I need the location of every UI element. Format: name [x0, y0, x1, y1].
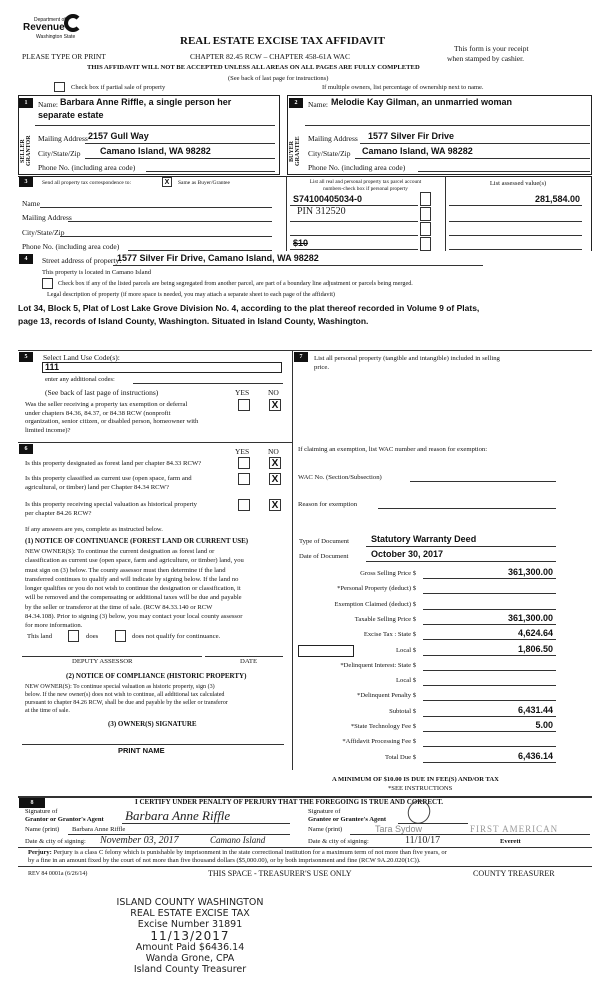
q-line: Is this property receiving special valuation as historical property — [25, 501, 197, 508]
reason-field[interactable] — [378, 508, 556, 509]
perjury-text: Perjury is a class C felony which is punishable by imprisonment in the state correctional institution for a maximum term of not more than five years, or — [53, 849, 447, 856]
wac-label: WAC No. (Section/Subsection) — [298, 474, 382, 481]
land-use-label: Select Land Use Code(s): — [43, 353, 120, 362]
exemption-yes-checkbox[interactable] — [238, 399, 250, 411]
assessed-value-header: List assessed value(s) — [489, 180, 547, 187]
does-checkbox[interactable] — [68, 630, 79, 642]
underline — [122, 823, 290, 824]
stamp-line: Excise Number 31891 — [137, 919, 243, 930]
buyer-city[interactable]: Camano Island, WA 98282 — [362, 146, 473, 156]
seller-city-label: City/State/Zip — [38, 149, 81, 158]
doc-type-label: Type of Document — [299, 538, 350, 545]
personal-property-checkbox[interactable] — [420, 207, 431, 221]
grantee-date-label: Date & city of signing: — [308, 838, 369, 845]
underline — [85, 143, 275, 144]
underline — [423, 670, 556, 671]
doc-date-label: Date of Document — [299, 553, 349, 560]
receipt-note-2: when stamped by cashier. — [447, 54, 525, 63]
text-line: transferred continues to qualify and will indicate by signing below. If the land no — [25, 575, 239, 583]
additional-codes-label: enter any additional codes: — [45, 376, 115, 383]
seller-mail-label: Mailing Address — [38, 134, 88, 143]
perjury-label: Perjury: — [28, 849, 52, 856]
tax-row-label: *Personal Property (deduct) $ — [337, 585, 416, 593]
same-as-buyer-label: Same as Buyer/Grantee — [178, 180, 230, 186]
chapter-ref: CHAPTER 82.45 RCW – CHAPTER 458-61A WAC — [190, 52, 350, 61]
text-line: price. — [314, 364, 330, 371]
stamp-date: 11/13/2017 — [150, 929, 230, 943]
exemption-no-checkbox[interactable]: X — [269, 399, 281, 411]
legal-description-1[interactable]: Lot 34, Block 5, Plat of Lost Lake Grove Division No. 4, according to the plat thereof recorded in Volume 9 of Plats, — [18, 303, 480, 313]
grantor-name-label: Name (print) — [25, 826, 60, 833]
grantee-date[interactable]: 11/10/17 — [405, 835, 441, 846]
form-title: REAL ESTATE EXCISE TAX AFFIDAVIT — [180, 35, 385, 47]
underline — [350, 834, 590, 835]
perjury-line: by a fine in an amount fixed by the court of not more than five thousand dollars ($5,000.00), or by both imprisonment and fine (RCW 9A.20.020(1C)). — [28, 857, 421, 864]
grantor-agent-label: Grantor or Grantor's Agent — [25, 816, 104, 823]
underline — [449, 235, 582, 236]
q-line: per chapter 84.26 RCW? — [25, 509, 92, 517]
section-number: 2 — [289, 98, 303, 108]
current-use-no-checkbox[interactable]: X — [269, 473, 281, 485]
continuance-text — [25, 547, 244, 631]
historic-question — [25, 501, 197, 518]
section-number: 3 — [19, 177, 33, 187]
text-line: must sign on (3) below. The county assessor must then determine if the land — [25, 566, 226, 574]
yes-header: YES — [235, 388, 250, 397]
does-not-label: does not qualify for continuance. — [132, 633, 221, 640]
underline — [449, 221, 582, 222]
forest-land-question: Is this property designated as forest land per chapter 84.33 RCW? — [25, 460, 202, 467]
corr-mail-field[interactable] — [68, 221, 272, 222]
buyer-mail-label: Mailing Address — [308, 134, 358, 143]
tax-row-value[interactable]: 361,300.00 — [507, 612, 553, 623]
perjury-line — [28, 849, 447, 857]
corr-name-label: Name — [22, 199, 40, 208]
partial-sale-label: Check box if partial sale of property — [71, 84, 166, 91]
legal-desc-label: Legal description of property (if more space is needed, you may attach a separate sheet to each page of the affidavit) — [47, 291, 335, 298]
send-correspondence-label: Send all property tax correspondence to: — [42, 180, 132, 186]
buyer-city-label: City/State/Zip — [308, 149, 351, 158]
compliance-title: (2) NOTICE OF COMPLIANCE (HISTORIC PROPERTY) — [66, 672, 247, 680]
grantee-name[interactable]: Tara Sydow — [375, 824, 423, 834]
text-line: NEW OWNER(S): To continue special valuation as historic property, sign (3) — [25, 684, 215, 690]
underline — [290, 249, 418, 250]
segregated-checkbox[interactable] — [42, 278, 53, 289]
treasurer-stamp — [100, 897, 280, 975]
buyer-phone-field[interactable] — [418, 171, 590, 172]
divider — [286, 176, 287, 251]
underline — [366, 561, 556, 562]
underline — [449, 249, 582, 250]
tax-row-value[interactable]: 4,624.64 — [517, 628, 553, 639]
deputy-assessor-line[interactable] — [22, 656, 202, 657]
section-number: 1 — [19, 98, 33, 108]
section-number: 6 — [19, 444, 33, 454]
no-header: NO — [268, 388, 279, 397]
section-number: 4 — [19, 254, 33, 264]
see-instructions: *SEE INSTRUCTIONS — [388, 785, 453, 792]
seller-phone-field[interactable] — [146, 171, 275, 172]
date-label: DATE — [240, 658, 258, 665]
q-line: agricultural, or timber) land per Chapter 84.34 RCW? — [25, 483, 169, 491]
tax-row-label: Total Due $ — [384, 753, 416, 761]
corr-mail-label: Mailing Address — [22, 213, 72, 222]
text-line: will be removed and the compensating or additional taxes will be due and payable — [25, 594, 242, 602]
logo-name: Revenue — [23, 22, 65, 33]
street-address[interactable]: 1577 Silver Fir Drive, Camano Island, WA 98282 — [117, 253, 319, 263]
text-line: 84.34.108). Prior to signing (3) below, you may contact your local county assessor — [25, 613, 243, 621]
wac-field[interactable] — [410, 481, 556, 482]
street-label: Street address of property: — [42, 256, 122, 265]
deputy-assessor-label: DEPUTY ASSESSOR — [72, 658, 133, 665]
perjury-notice — [28, 849, 447, 865]
buyer-side-label: BUYER GRANTEE — [289, 136, 301, 166]
tax-row-label: Subtotal $ — [389, 707, 416, 715]
same-as-buyer-checkbox[interactable]: X — [162, 177, 172, 187]
no-header: NO — [268, 447, 279, 456]
underline — [423, 762, 556, 763]
grantee-city[interactable]: Everett — [500, 838, 521, 845]
forest-no-checkbox[interactable]: X — [269, 457, 281, 469]
underline — [449, 205, 582, 206]
doc-date[interactable]: October 30, 2017 — [371, 549, 444, 559]
text-line: at the time of sale. — [25, 708, 70, 714]
claiming-exemption-label: If claiming an exemption, list WAC number and reason for exemption: — [298, 446, 488, 453]
q-line: organization, senior citizen, or disabled person, homeowner with — [25, 418, 199, 426]
parcel-number[interactable]: PIN 312520 — [297, 206, 346, 217]
underline — [423, 655, 556, 656]
section-number: 7 — [294, 352, 308, 362]
underline — [423, 578, 556, 579]
section-number: 8 — [19, 798, 45, 808]
stamp-line: Wanda Grone, CPA — [145, 953, 235, 964]
underline — [423, 624, 556, 625]
underline — [423, 609, 556, 610]
current-use-yes-checkbox[interactable] — [238, 473, 250, 485]
tax-row-label: *Affidavit Processing Fee $ — [342, 738, 416, 746]
tax-row-value[interactable]: 361,300.00 — [507, 567, 553, 577]
land-use-code-field[interactable] — [42, 362, 282, 373]
multiple-owners-note: If multiple owners, list percentage of ownership next to name. — [322, 84, 484, 91]
owner-signature-line[interactable] — [22, 744, 284, 745]
stamp-line: Amount Paid $6436.14 — [135, 942, 245, 953]
divider — [35, 125, 275, 126]
certify-statement: I CERTIFY UNDER PENALTY OF PERJURY THAT THE FOREGOING IS TRUE AND CORRECT. — [135, 798, 444, 806]
reason-label: Reason for exemption — [298, 501, 358, 508]
personal-property-checkbox[interactable] — [420, 192, 431, 206]
segregated-label: Check box if any of the listed parcels are being segregated from another parcel, are part of a boundary line adjustment or parcels being merged. — [58, 280, 413, 287]
corr-city-field[interactable] — [60, 236, 272, 237]
buyer-name-label: Name: — [308, 100, 328, 109]
buyer-mail[interactable]: 1577 Silver Fir Drive — [368, 131, 455, 141]
parcel-header-2: numbers-check box if personal property — [323, 185, 408, 192]
sig-of-label: Signature of — [308, 808, 341, 815]
additional-codes-field[interactable] — [133, 383, 283, 384]
q-line: under chapters 84.36, 84.37, or 84.38 RCW (nonprofit — [25, 409, 171, 417]
underline — [423, 685, 556, 686]
county-treasurer: COUNTY TREASURER — [473, 869, 555, 878]
divider — [18, 847, 592, 848]
land-use-code: 111 — [45, 362, 60, 372]
tax-row-label: Taxable Selling Price $ — [354, 615, 416, 623]
legal-description-2[interactable]: page 13, records of Island County, Washington. Situated in Island County, Washington. — [18, 316, 369, 326]
divider — [305, 125, 590, 126]
corr-name-field[interactable] — [40, 207, 272, 208]
divider — [445, 176, 446, 251]
underline — [423, 700, 556, 701]
q-line: Is this property classified as current use (open space, farm and — [25, 475, 192, 482]
logo-state: Washington State — [36, 34, 76, 40]
see-back-instr: (See back of last page of instructions) — [45, 388, 159, 397]
tax-row-value[interactable]: 1,806.50 — [517, 643, 553, 654]
type-or-print: PLEASE TYPE OR PRINT — [22, 52, 106, 61]
text-line: classification as current use (open space, farm and agriculture, or timber) land, you — [25, 557, 244, 565]
exemption-question — [25, 401, 198, 436]
tax-row-label: Local $ — [396, 646, 416, 654]
stamp-line: Island County Treasurer — [133, 964, 247, 975]
grantee-company[interactable]: FIRST AMERICAN — [470, 824, 559, 834]
if-yes-note: If any answers are yes, complete as instructed below. — [25, 526, 163, 533]
doc-type[interactable]: Statutory Warranty Deed — [371, 534, 477, 544]
partial-sale-checkbox[interactable] — [54, 82, 65, 92]
seller-name-cont[interactable]: separate estate — [38, 110, 104, 120]
seller-city[interactable]: Camano Island, WA 98282 — [100, 146, 211, 156]
personal-property-checkbox[interactable] — [420, 222, 431, 236]
tax-row-label: *State Technology Fee $ — [350, 723, 416, 730]
seller-phone-label: Phone No. (including area code) — [38, 163, 136, 172]
q-line: limited income)? — [25, 427, 71, 435]
sig-of-label: Signature of — [25, 808, 58, 815]
continuance-title: (1) NOTICE OF CONTINUANCE (FOREST LAND OR CURRENT USE) — [25, 537, 249, 545]
divider — [18, 866, 592, 867]
this-land-label: This land — [27, 633, 53, 640]
grantor-name[interactable]: Barbara Anne Riffle — [72, 826, 126, 833]
tax-row-value[interactable]: 5.00 — [535, 720, 553, 730]
underline — [423, 746, 556, 747]
parcel-header-1: List all real and personal property tax parcel account — [309, 179, 422, 185]
column-divider — [292, 350, 293, 770]
seller-name[interactable]: Barbara Anne Riffle, a single person her — [60, 97, 232, 107]
stamp-line: REAL ESTATE EXCISE TAX — [130, 908, 250, 919]
form-revision: REV 84 0001a (6/26/14) — [28, 871, 88, 877]
text-line: NEW OWNER(S): To continue the current designation as forest land or — [25, 548, 215, 555]
grantor-city[interactable]: Camano Island — [210, 835, 266, 845]
underline — [423, 639, 556, 640]
warning: THIS AFFIDAVIT WILL NOT BE ACCEPTED UNLESS ALL AREAS ON ALL PAGES ARE FULLY COMPLETED — [87, 64, 420, 71]
grantee-agent-label: Grantee or Grantee's Agent — [308, 816, 387, 823]
text-line: pursuant to chapter 84.26 RCW, shall be due and payable by the seller or transferor — [25, 700, 228, 706]
underline — [290, 235, 418, 236]
buyer-name[interactable]: Melodie Kay Gilman, an unmarried woman — [331, 97, 513, 107]
historic-yes-checkbox[interactable] — [238, 499, 250, 511]
underline — [290, 205, 418, 206]
tax-row-label: *Delinquent Penalty $ — [357, 692, 416, 700]
print-name-label: PRINT NAME — [118, 746, 165, 755]
owner-signature-title: (3) OWNER(S) SIGNATURE — [108, 720, 197, 728]
seller-mail[interactable]: 2157 Gull Way — [88, 131, 149, 141]
yes-header: YES — [235, 447, 250, 456]
local-rate-field[interactable] — [298, 645, 354, 657]
underline — [423, 593, 556, 594]
treasurer-use-only: THIS SPACE - TREASURER'S USE ONLY — [208, 869, 352, 878]
tax-row-label: Exemption Claimed (deduct) $ — [334, 600, 416, 608]
underline — [366, 546, 556, 547]
tax-row-label: Local $ — [396, 677, 416, 685]
tax-row-label: *Delinquent Interest: State $ — [340, 661, 416, 669]
tax-row-label: Gross Selling Price $ — [360, 570, 416, 577]
assessed-value[interactable]: 281,584.00 — [534, 194, 580, 204]
buyer-phone-label: Phone No. (including area code) — [308, 163, 406, 172]
historic-no-checkbox[interactable]: X — [269, 499, 281, 511]
personal-property-checkbox[interactable] — [420, 237, 431, 251]
underline — [85, 158, 275, 159]
seller-name-label: Name: — [38, 100, 58, 109]
logo-dept: Department of — [34, 17, 66, 23]
q-line: Was the seller receiving a property tax exemption or deferral — [25, 401, 188, 408]
parcel-number[interactable]: S74100405034-0 — [293, 194, 363, 204]
compliance-text — [25, 683, 228, 715]
grantor-date[interactable]: November 03, 2017 — [100, 835, 179, 846]
logo-swirl-icon — [64, 14, 82, 32]
underline — [423, 731, 556, 732]
corr-city-label: City/State/Zip — [22, 228, 65, 237]
forest-yes-checkbox[interactable] — [238, 457, 250, 469]
text-line: List all personal property (tangible and intangible) included in selling — [314, 355, 500, 362]
located-in: This property is located in Camano Island — [42, 269, 152, 276]
divider — [18, 442, 292, 443]
parcel-number[interactable]: $10 — [293, 238, 309, 248]
underline — [423, 716, 556, 717]
grantor-signature[interactable]: Barbara Anne Riffle — [125, 808, 231, 823]
underline — [113, 265, 483, 266]
tax-row-value[interactable]: 6,436.14 — [517, 750, 553, 761]
corr-phone-label: Phone No. (including area code) — [22, 242, 120, 251]
minimum-due: A MINIMUM OF $10.00 IS DUE IN FEE(S) AND/OR TAX — [332, 776, 499, 783]
current-use-question — [25, 475, 192, 492]
see-back: (See back of last page for instructions) — [228, 75, 329, 82]
section-number: 5 — [19, 352, 33, 362]
date-line[interactable] — [205, 656, 283, 657]
corr-phone-field[interactable] — [128, 250, 272, 251]
text-line: below. If the new owner(s) does not wish to continue, all additional tax calculated — [25, 692, 225, 698]
does-not-checkbox[interactable] — [115, 630, 126, 642]
tax-row-value[interactable]: 6,431.44 — [517, 704, 553, 715]
underline — [360, 143, 590, 144]
grantee-name-label: Name (print) — [308, 826, 343, 833]
divider — [18, 350, 592, 351]
does-label: does — [86, 633, 99, 640]
personal-property-label — [314, 354, 500, 372]
underline — [290, 221, 418, 222]
underline — [355, 158, 590, 159]
seller-side-label: SELLER GRANTOR — [20, 135, 32, 167]
text-line: by the seller or transferor at the time of sale. (RCW 84.33.140 or RCW — [25, 603, 213, 611]
receipt-note-1: This form is your receipt — [454, 44, 529, 53]
parcel-header — [288, 179, 443, 192]
text-line: for more information. — [25, 622, 83, 630]
grantor-date-label: Date & city of signing: — [25, 838, 86, 845]
stamp-line: ISLAND COUNTY WASHINGTON — [116, 897, 264, 908]
tax-row-label: Excise Tax : State $ — [363, 631, 416, 639]
text-line: longer qualifies or you do not wish to continue the designation or classification, it — [25, 585, 241, 593]
